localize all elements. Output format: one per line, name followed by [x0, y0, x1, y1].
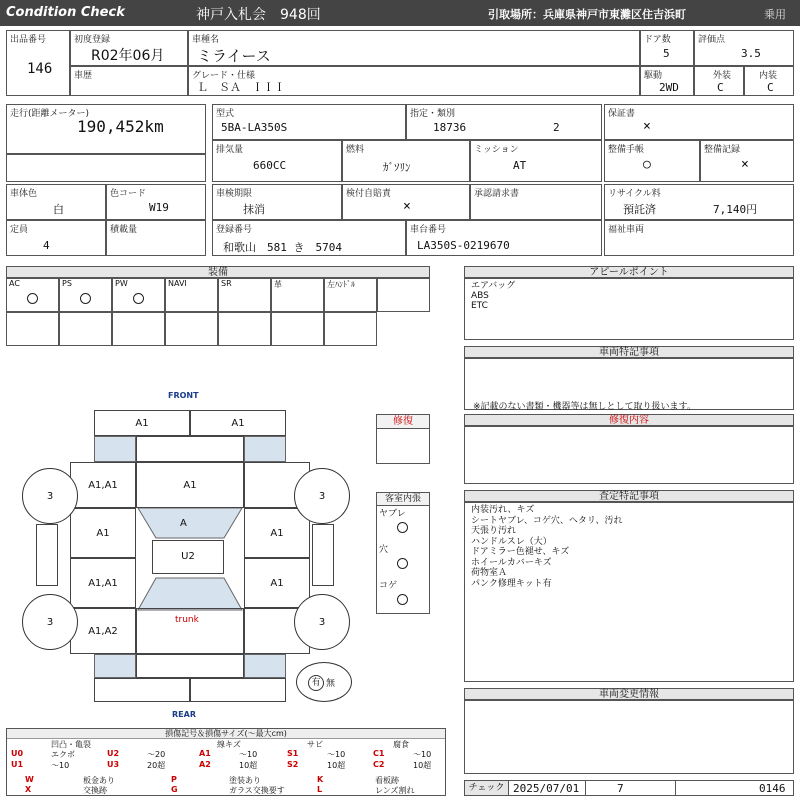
color-code-value: W19 [149, 201, 169, 214]
equipment-grid [6, 278, 430, 346]
rear-label: REAR [172, 710, 196, 719]
chassis-box [406, 220, 602, 256]
inspection-label: 車検期限 [216, 189, 253, 199]
recycle-label: リサイクル料 [608, 189, 661, 199]
trunk-label: trunk [175, 615, 199, 625]
panel-hood: A1 [136, 462, 244, 508]
check-divider-1 [585, 781, 586, 795]
interior-value: C [767, 81, 774, 94]
doc-num: 0146 [759, 782, 786, 795]
equipment-cell [165, 278, 218, 312]
legend-desc: 10超 [239, 761, 258, 770]
appeal-title: アピールポイント [464, 266, 794, 278]
equipment-cell-empty [271, 312, 324, 346]
cabin-title: 客室内張 [377, 493, 429, 506]
spare-no: 無 [326, 679, 336, 689]
wheel-rear-left: 3 [22, 594, 78, 650]
appeal-line: エアバッグ [471, 281, 516, 291]
designation-box [406, 104, 602, 140]
check-divider-2 [675, 781, 676, 795]
record-value: × [741, 157, 749, 172]
panel-fender-left: A1,A1 [70, 462, 136, 508]
equipment-cell-empty [112, 312, 165, 346]
doors-box [640, 30, 694, 66]
appeal-line: ABS [471, 291, 489, 301]
lot-box [6, 30, 70, 96]
legend-code: C1 [373, 749, 385, 758]
car-diagram [10, 390, 360, 722]
equipment-cell-blank [377, 278, 430, 312]
model-name-label: 車種名 [192, 35, 220, 45]
equipment-label: PW [115, 279, 128, 288]
windshield-glass [138, 508, 242, 538]
capacity-label: 定員 [10, 225, 29, 235]
approval-box [470, 184, 602, 220]
panel-front-right: A1 [190, 410, 286, 436]
mileage-value: 190,452km [77, 117, 164, 136]
equipment-cell [218, 278, 271, 312]
exterior-value: C [717, 81, 724, 94]
panel-windshield-label: A [180, 518, 187, 529]
legend-code: U2 [107, 749, 120, 758]
check-bar [464, 780, 794, 796]
displacement-label: 排気量 [216, 145, 244, 155]
chassis-label: 車台番号 [410, 225, 447, 235]
equipment-label: 革 [274, 280, 282, 289]
history-box [70, 66, 188, 96]
legend-desc: 〜20 [147, 750, 166, 759]
fuel-value: ｶﾞｿﾘﾝ [383, 161, 411, 174]
mission-label: ミッション [474, 145, 519, 155]
manual-box [604, 140, 700, 182]
fuel-box [342, 140, 470, 182]
legend-extra-desc: 看板跡 [375, 776, 399, 785]
fuel-label: 燃料 [346, 145, 365, 155]
inspection-box [212, 184, 342, 220]
displacement-box [212, 140, 342, 182]
panel-door-rl: A1,A1 [70, 558, 136, 608]
plate-value: 和歌山 581 き 5704 [223, 241, 342, 254]
front-label: FRONT [168, 391, 199, 400]
legend-extra-code: K [317, 775, 324, 784]
cabin-present-icon [397, 594, 408, 605]
mirror-left [36, 524, 58, 586]
legend-extra-code: X [25, 785, 32, 794]
special-note: ※記載のない書類・機器等は無しとして取り扱います。 [473, 402, 696, 412]
legend-group: 凹凸・亀裂 [51, 740, 91, 749]
cabin-item [377, 578, 429, 614]
panel-door-fl: A1 [70, 508, 136, 558]
legend-code: A2 [199, 760, 211, 769]
cabin-item [377, 542, 429, 578]
grade-value: Ｌ ＳＡ ＩＩＩ [197, 81, 285, 94]
legend-rows [7, 749, 445, 771]
special-title: 車両特記事項 [464, 346, 794, 358]
equipment-present-icon [80, 293, 91, 304]
panel-rear-right [190, 678, 286, 702]
inspector-title: 査定特記事項 [464, 490, 794, 502]
equipment-cell [6, 278, 59, 312]
manual-value: ○ [643, 157, 651, 172]
header-category: 乗用 [764, 8, 786, 21]
load-box [106, 220, 206, 256]
check-date: 2025/07/01 [513, 782, 580, 795]
equipment-cell-empty [6, 312, 59, 346]
recycle-box [604, 184, 794, 220]
insurance-label: 検付自賠責 [346, 189, 392, 199]
legend-group: 腐食 [393, 740, 409, 749]
history-label: 車歴 [74, 71, 93, 81]
recycle-value: 7,140円 [713, 203, 758, 216]
cabin-item-label: コゲ [379, 581, 398, 591]
drive-box [640, 66, 694, 96]
legend-extra-code: P [171, 775, 177, 784]
drive-label: 駆動 [644, 71, 663, 81]
record-box [700, 140, 794, 182]
inspector-line: ホイールカバーキズ [471, 557, 552, 568]
insurance-value: × [403, 199, 411, 214]
panel-front-left: A1 [94, 410, 190, 436]
exterior-box [694, 66, 744, 96]
legend-extra-desc: ガラス交換要す [229, 786, 285, 795]
header-left-title: Condition Check [6, 5, 125, 20]
wheel-front-right: 3 [294, 468, 350, 524]
check-num: 7 [617, 782, 624, 795]
equipment-cell-empty [218, 312, 271, 346]
inspector-line: パンク修理キット有 [471, 578, 552, 589]
equipment-cell-empty [59, 312, 112, 346]
warranty-box [604, 104, 794, 140]
inspector-line: ハンドルスレ（大） [471, 536, 552, 547]
inspection-value: 抹消 [243, 203, 265, 216]
legend-desc: 〜10 [51, 761, 70, 770]
legend-code: U0 [11, 749, 24, 758]
repair-mini-box [376, 414, 430, 464]
taillight-left [94, 654, 136, 678]
model-name-value: ミライース [197, 47, 271, 65]
first-reg-box [70, 30, 188, 66]
mirror-right [312, 524, 334, 586]
legend-extra-code: G [171, 785, 178, 794]
panel-door-fr: A1 [244, 508, 310, 558]
headlight-left [94, 436, 136, 462]
welfare-label: 福祉車両 [608, 225, 645, 235]
capacity-box [6, 220, 106, 256]
score-label: 評価点 [698, 35, 726, 45]
mileage-extra-box [6, 154, 206, 182]
type-value: 5BA-LA350S [221, 121, 288, 134]
equipment-title: 装備 [6, 266, 430, 278]
appeal-box [464, 278, 794, 340]
welfare-box [604, 220, 794, 256]
header-bar [0, 0, 800, 26]
cabin-item-label: ヤブレ [379, 509, 406, 519]
mileage-label: 走行(距離メーター) [10, 109, 90, 119]
spare-yes: 有 [308, 675, 324, 691]
first-reg-value: R02年06月 [91, 48, 165, 64]
designation-value: 18736 [433, 121, 467, 134]
inspector-box [464, 502, 794, 682]
recycle-status: 預託済 [623, 203, 656, 216]
lot-label: 出品番号 [10, 35, 47, 45]
cabin-present-icon [397, 522, 408, 533]
legend-desc: 10超 [413, 761, 432, 770]
legend-box [6, 728, 446, 796]
legend-code: U1 [11, 760, 24, 769]
designation-label: 指定・類別 [410, 109, 456, 119]
class-value: 2 [553, 121, 560, 134]
color-label: 車体色 [10, 189, 38, 199]
inspector-lines [471, 505, 622, 589]
equipment-cell-empty [165, 312, 218, 346]
grade-label: グレード・仕様 [192, 71, 256, 81]
repair-box [464, 426, 794, 484]
legend-extra [7, 775, 445, 795]
wheel-rear-right: 3 [294, 594, 350, 650]
inspector-line: シートヤブレ、コゲ穴、ヘタリ、汚れ [471, 515, 623, 526]
cabin-item [377, 506, 429, 542]
legend-extra-desc: 交換跡 [83, 786, 107, 795]
cabin-item-label: 穴 [379, 545, 389, 555]
equipment-cell-empty [324, 312, 377, 346]
interior-label: 内装 [759, 71, 778, 81]
panel-quarter-left: A1,A2 [70, 608, 136, 654]
legend-group: サビ [307, 740, 323, 749]
doors-value: 5 [663, 47, 670, 60]
mileage-box [6, 104, 206, 154]
legend-code: C2 [373, 760, 385, 769]
taillight-right [244, 654, 286, 678]
inspector-line: 荷物室Ａ [471, 568, 508, 578]
appeal-line: ETC [471, 301, 488, 311]
legend-extra-code: W [25, 775, 34, 784]
legend-desc: 10超 [327, 761, 346, 770]
panel-rear-left [94, 678, 190, 702]
cabin-present-icon [397, 558, 408, 569]
legend-desc: 〜10 [413, 750, 432, 759]
appeal-lines [471, 281, 515, 311]
repair-title: 修復内容 [464, 414, 794, 426]
special-box [464, 358, 794, 410]
legend-extra-desc: 板金あり [83, 776, 115, 785]
plate-box [212, 220, 406, 256]
panel-roof: U2 [152, 540, 224, 574]
grade-box [188, 66, 640, 96]
lot-value: 146 [27, 61, 53, 77]
legend-extra-code: L [317, 785, 323, 794]
mission-value: AT [513, 159, 527, 172]
load-label: 積載量 [110, 225, 138, 235]
repair-mini-label: 修復 [377, 415, 429, 429]
legend-code: S1 [287, 749, 299, 758]
chassis-value: LA350S-0219670 [417, 239, 510, 252]
model-name-box [188, 30, 640, 66]
plate-label: 登録番号 [216, 225, 253, 235]
type-box [212, 104, 406, 140]
legend-group: 線キズ [217, 740, 241, 749]
drive-value: 2WD [659, 81, 679, 94]
legend-desc: エクボ [51, 750, 75, 759]
color-code-label: 色コード [110, 189, 147, 199]
score-box [694, 30, 794, 66]
rear-glass [138, 578, 242, 610]
cabin-box [376, 492, 430, 614]
approval-label: 承認請求書 [474, 189, 520, 199]
panel-trunk [136, 608, 244, 654]
legend-desc: 〜10 [239, 750, 258, 759]
legend-code: U3 [107, 760, 120, 769]
legend-desc: 20超 [147, 761, 166, 770]
legend-title: 損傷記号＆損傷サイズ(〜最大cm) [7, 729, 445, 739]
legend-code: A1 [199, 749, 211, 758]
equipment-label: PS [62, 279, 72, 288]
interior-box [744, 66, 794, 96]
change-title: 車両変更情報 [464, 688, 794, 700]
displacement-value: 660CC [253, 159, 287, 172]
wheel-front-left: 3 [22, 468, 78, 524]
record-label: 整備記録 [704, 145, 741, 155]
legend-groups [7, 739, 445, 749]
manual-label: 整備手帳 [608, 145, 645, 155]
change-box [464, 700, 794, 774]
equipment-cell [112, 278, 165, 312]
header-pickup: 引取場所：兵庫県神戸市東灘区住吉浜町 [488, 8, 686, 21]
inspector-line: ドアミラー色褪せ、キズ [471, 547, 570, 557]
mission-box [470, 140, 602, 182]
warranty-label: 保証書 [608, 109, 636, 119]
panel-door-rr: A1 [244, 558, 310, 608]
doors-label: ドア数 [644, 35, 671, 45]
color-code-box [106, 184, 206, 220]
type-label: 型式 [216, 109, 235, 119]
color-value: 白 [53, 203, 64, 216]
legend-desc: 〜10 [327, 750, 346, 759]
equipment-present-icon [27, 293, 38, 304]
equipment-present-icon [133, 293, 144, 304]
equipment-cell [271, 278, 324, 312]
insurance-box [342, 184, 470, 220]
capacity-value: 4 [43, 239, 50, 252]
equipment-cell [59, 278, 112, 312]
panel-grille [136, 436, 244, 462]
color-box [6, 184, 106, 220]
warranty-value: × [643, 119, 651, 134]
equipment-label: SR [221, 279, 232, 288]
equipment-cell [324, 278, 377, 312]
headlight-right [244, 436, 286, 462]
equipment-label: 左ﾊﾝﾄﾞﾙ [327, 280, 355, 289]
spare-tire [296, 662, 352, 702]
legend-extra-desc: 塗装あり [229, 776, 261, 785]
header-auction: 神戸入札会 948回 [196, 7, 321, 23]
legend-extra-desc: レンズ割れ [375, 786, 415, 795]
equipment-label: NAVI [168, 279, 187, 288]
inspector-line: 内装汚れ、キズ [471, 505, 535, 515]
panel-rear-center [136, 654, 244, 678]
exterior-label: 外装 [713, 71, 732, 81]
first-reg-label: 初度登録 [74, 35, 111, 45]
inspector-line: 天張り汚れ [471, 526, 517, 536]
legend-code: S2 [287, 760, 299, 769]
score-value: 3.5 [741, 47, 761, 60]
equipment-label: AC [9, 279, 20, 288]
check-label: チェック [465, 781, 509, 795]
